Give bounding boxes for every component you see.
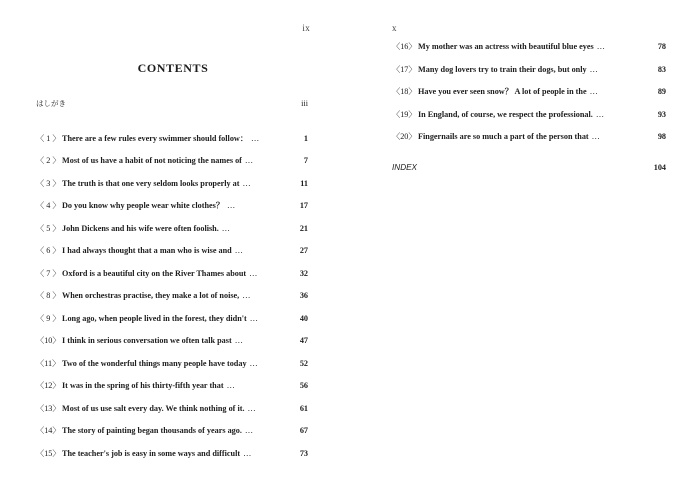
toc-page-number: 40 (299, 313, 308, 323)
toc-entry-number: 〈12〉 (36, 381, 61, 390)
toc-entry-preface[interactable] (36, 93, 318, 116)
toc-page-number: 73 (299, 448, 308, 458)
toc-entry-number: 〈15〉 (36, 448, 61, 458)
toc-entry[interactable] (36, 218, 318, 241)
toc-entry-text: In England, of course, we respect the professional. (418, 109, 593, 119)
toc-page-number: 104 (653, 162, 666, 172)
toc-entry-number: 〈 4 〉 (36, 201, 61, 210)
toc-entry[interactable] (36, 263, 318, 286)
toc-page-number: 7 (303, 156, 308, 165)
toc-entry[interactable] (36, 285, 318, 308)
toc-entry-number: 〈 7 〉 (36, 268, 61, 278)
toc-list (392, 36, 666, 179)
toc-entry-text: The teacher's job is easy in some ways and difficult (62, 448, 241, 458)
toc-page-number: 98 (657, 132, 666, 141)
toc-entry[interactable] (36, 195, 318, 218)
toc-page-number: 78 (657, 42, 666, 51)
toc-entry-number: 〈17〉 (392, 64, 417, 74)
toc-ellipsis: … (589, 87, 598, 96)
toc-entry[interactable] (36, 420, 318, 443)
toc-ellipsis: … (251, 133, 260, 143)
toc-entry[interactable] (36, 128, 318, 151)
toc-entry-text: John Dickens and his wife were often foolish. (62, 223, 219, 233)
toc-page-number: 36 (299, 291, 308, 300)
toc-page-number: 1 (303, 133, 308, 143)
contents-page-right (392, 0, 666, 489)
toc-page-number: 89 (657, 87, 666, 96)
toc-entry-text: Many dog lovers try to train their dogs, but only (418, 64, 587, 74)
toc-ellipsis: … (589, 64, 598, 74)
toc-entry-number: 〈14〉 (36, 426, 61, 435)
toc-ellipsis: … (247, 403, 256, 413)
toc-page-number: iii (301, 99, 308, 108)
toc-entry-text: The story of painting began thousands of years ago. (62, 426, 242, 435)
toc-entries-left (36, 128, 318, 466)
toc-page-number: 47 (299, 336, 308, 345)
toc-page-number: 11 (300, 178, 308, 188)
toc-ellipsis: … (591, 132, 600, 141)
toc-ellipsis: … (221, 223, 230, 233)
toc-ellipsis: … (249, 358, 258, 368)
page-number: ix (302, 23, 310, 33)
toc-entry-text: It was in the spring of his thirty-fifth year that (62, 381, 224, 390)
toc-ellipsis: … (227, 201, 236, 210)
toc-entry-text: Have you ever seen snow？ A lot of people in the (418, 87, 587, 96)
toc-ellipsis: … (595, 109, 605, 119)
contents-title: CONTENTS (137, 61, 209, 75)
toc-entry-number: 〈18〉 (392, 87, 417, 96)
toc-page-number: 21 (299, 223, 308, 233)
toc-entry-number: 〈10〉 (36, 336, 61, 345)
toc-entry[interactable] (392, 104, 666, 127)
toc-ellipsis: … (243, 448, 252, 458)
toc-entry-number: 〈 1 〉 (36, 133, 61, 143)
toc-page-number: 32 (299, 268, 308, 278)
toc-entry[interactable] (36, 240, 318, 263)
toc-page-number: 61 (299, 403, 308, 413)
toc-entry-text: I had always thought that a man who is wise and (62, 246, 232, 255)
toc-entry-number: 〈 3 〉 (36, 178, 61, 188)
toc-ellipsis: … (242, 291, 251, 300)
toc-entry-text: When orchestras practise, they make a lot of noise, (62, 291, 240, 300)
toc-entry-text: Most of us have a habit of not noticing the names of (62, 156, 242, 165)
toc-entry-number: 〈 6 〉 (36, 246, 61, 255)
toc-ellipsis: … (226, 381, 235, 390)
toc-entry-number: 〈 9 〉 (36, 313, 61, 323)
toc-entry-text: I think in serious conversation we often talk past (62, 336, 232, 345)
toc-page-number: 83 (657, 64, 666, 74)
toc-entries-right (392, 36, 666, 149)
toc-ellipsis: … (596, 42, 605, 51)
toc-entry[interactable] (392, 36, 666, 59)
toc-ellipsis: … (242, 178, 251, 188)
toc-entry-number: 〈16〉 (392, 42, 417, 51)
toc-entry-number: 〈20〉 (392, 132, 417, 141)
toc-entry-number: 〈 2 〉 (36, 156, 61, 165)
toc-entry-number: 〈13〉 (36, 403, 61, 413)
page-number: x (392, 23, 397, 33)
contents-page-left (36, 0, 318, 489)
toc-ellipsis: … (244, 426, 254, 435)
toc-ellipsis: … (249, 313, 258, 323)
toc-entry-number: 〈19〉 (392, 109, 417, 119)
toc-entry[interactable] (36, 398, 318, 421)
toc-entry-text: Long ago, when people lived in the forest, they didn't (62, 313, 247, 323)
toc-entry[interactable] (392, 59, 666, 82)
toc-entry-text: The truth is that one very seldom looks properly at (62, 178, 240, 188)
toc-entry-text: There are a few rules every swimmer should follow： (62, 133, 249, 143)
toc-entry-text: Oxford is a beautiful city on the River Thames about (62, 268, 247, 278)
toc-page-number: 27 (299, 246, 308, 255)
toc-entry-text: Two of the wonderful things many people have today (62, 358, 247, 368)
toc-page-number: 17 (299, 201, 308, 210)
toc-entry-number: 〈 8 〉 (36, 291, 61, 300)
toc-entry-text: My mother was an actress with beautiful blue eyes (418, 42, 594, 51)
toc-page-number: 52 (299, 358, 308, 368)
toc-entry-number: 〈11〉 (36, 358, 61, 368)
toc-page-number: 56 (299, 381, 308, 390)
toc-entry-text: Do you know why people wear white clothes？ (62, 201, 225, 210)
toc-page-number: 67 (299, 426, 308, 435)
toc-entry[interactable] (392, 81, 666, 104)
toc-ellipsis: … (234, 246, 243, 255)
toc-ellipsis: … (234, 336, 243, 345)
toc-entry[interactable] (36, 443, 318, 466)
toc-entry-text: はしがき (36, 99, 66, 108)
toc-entry[interactable] (36, 150, 318, 173)
toc-entry[interactable] (36, 375, 318, 398)
toc-entry-number: 〈 5 〉 (36, 223, 61, 233)
toc-entry-text: Fingernails are so much a part of the person that (418, 132, 589, 141)
toc-ellipsis: … (249, 268, 258, 278)
toc-entry[interactable] (36, 353, 318, 376)
toc-entry-index[interactable] (392, 157, 666, 180)
toc-entry-text: INDEX (392, 162, 418, 172)
toc-list (36, 93, 318, 465)
toc-entry[interactable] (36, 173, 318, 196)
toc-entry[interactable] (36, 308, 318, 331)
toc-page-number: 93 (657, 109, 666, 119)
toc-entry[interactable] (36, 330, 318, 353)
toc-entry-text: Most of us use salt every day. We think nothing of it. (62, 403, 245, 413)
toc-entry[interactable] (392, 126, 666, 149)
toc-ellipsis: … (244, 156, 254, 165)
